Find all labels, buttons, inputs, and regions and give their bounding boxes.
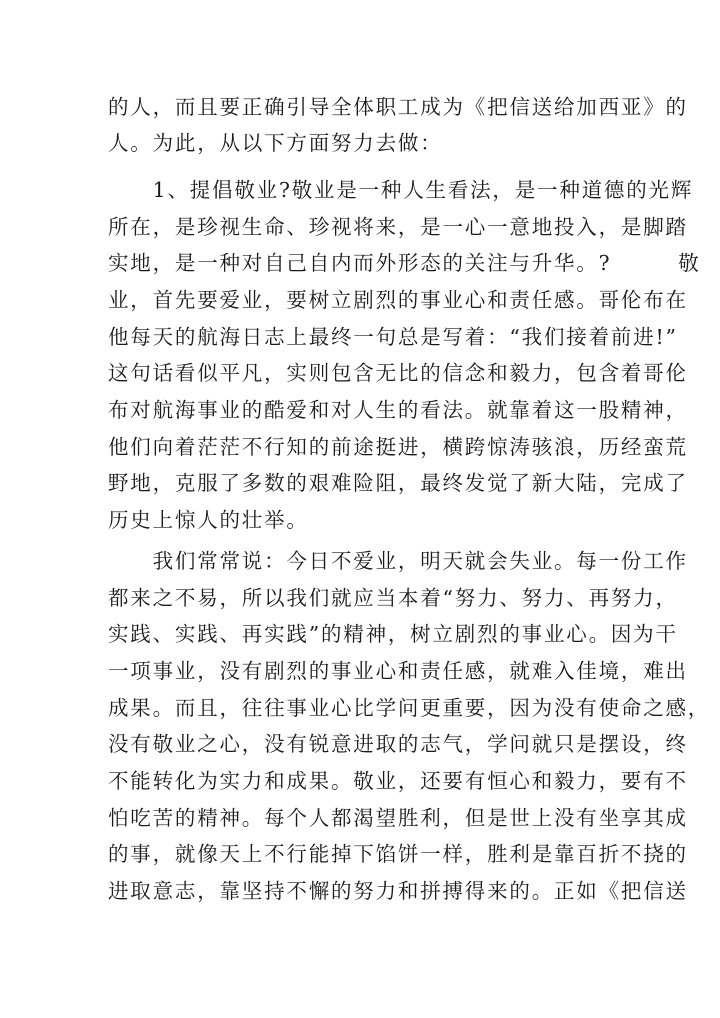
text-line-9: 布对航海事业的酷爱和对人生的看法。就靠着这一股精神， bbox=[108, 398, 688, 422]
text-line-2: 人。为此，从以下方面努力去做： bbox=[108, 131, 443, 155]
text-line-6: 业，首先要爱业，要树立剧烈的事业心和责任感。哥伦布在 bbox=[108, 288, 688, 312]
text-line-18: 没有敬业之心，没有锐意进取的志气，学问就只是摆设，终 bbox=[108, 732, 688, 756]
text-line-7: 他每天的航海日志上最终一句总是写着：“我们接着前进!” bbox=[108, 325, 678, 349]
text-line-21: 的事，就像天上不行能掉下馅饼一样，胜利是靠百折不挠的 bbox=[108, 842, 688, 866]
text-line-10: 他们向着茫茫不行知的前途挺进，横跨惊涛骇浪，历经蛮荒 bbox=[108, 435, 688, 459]
text-line-19: 不能转化为实力和成果。敬业，还要有恒心和毅力，要有不 bbox=[108, 769, 688, 793]
text-line-4: 所在，是珍视生命、珍视将来，是一心一意地投入，是脚踏 bbox=[108, 215, 688, 239]
text-line-14: 都来之不易，所以我们就应当本着“努力、努力、再努力， bbox=[108, 586, 678, 610]
text-line-12: 历史上惊人的壮举。 bbox=[108, 508, 309, 532]
text-line-20: 怕吃苦的精神。每个人都渴望胜利，但是世上没有坐享其成 bbox=[108, 806, 688, 830]
text-line-1: 的人，而且要正确引导全体职工成为《把信送给加西亚》的 bbox=[108, 95, 688, 119]
text-line-5: 实地，是一种对自己自内而外形态的关注与升华。? 敬 bbox=[108, 251, 701, 275]
text-line-15: 实践、实践、再实践”的精神，树立剧烈的事业心。因为干 bbox=[108, 622, 678, 646]
text-line-22: 进取意志，靠坚持不懈的努力和拼搏得来的。正如《把信送 bbox=[108, 879, 688, 903]
text-line-11: 野地，克服了多数的艰难险阻，最终发觉了新大陆，完成了 bbox=[108, 471, 688, 495]
text-line-13: 我们常常说：今日不爱业，明天就会失业。每一份工作 bbox=[108, 549, 688, 573]
text-line-16: 一项事业，没有剧烈的事业心和责任感，就难入佳境，难出 bbox=[108, 659, 688, 683]
text-line-8: 这句话看似平凡，实则包含无比的信念和毅力，包含着哥伦 bbox=[108, 361, 688, 385]
text-line-3: 1、提倡敬业?敬业是一种人生看法，是一种道德的光辉 bbox=[108, 178, 694, 202]
text-line-17: 成果。而且，往往事业心比学问更重要，因为没有使命之感， bbox=[108, 696, 711, 720]
